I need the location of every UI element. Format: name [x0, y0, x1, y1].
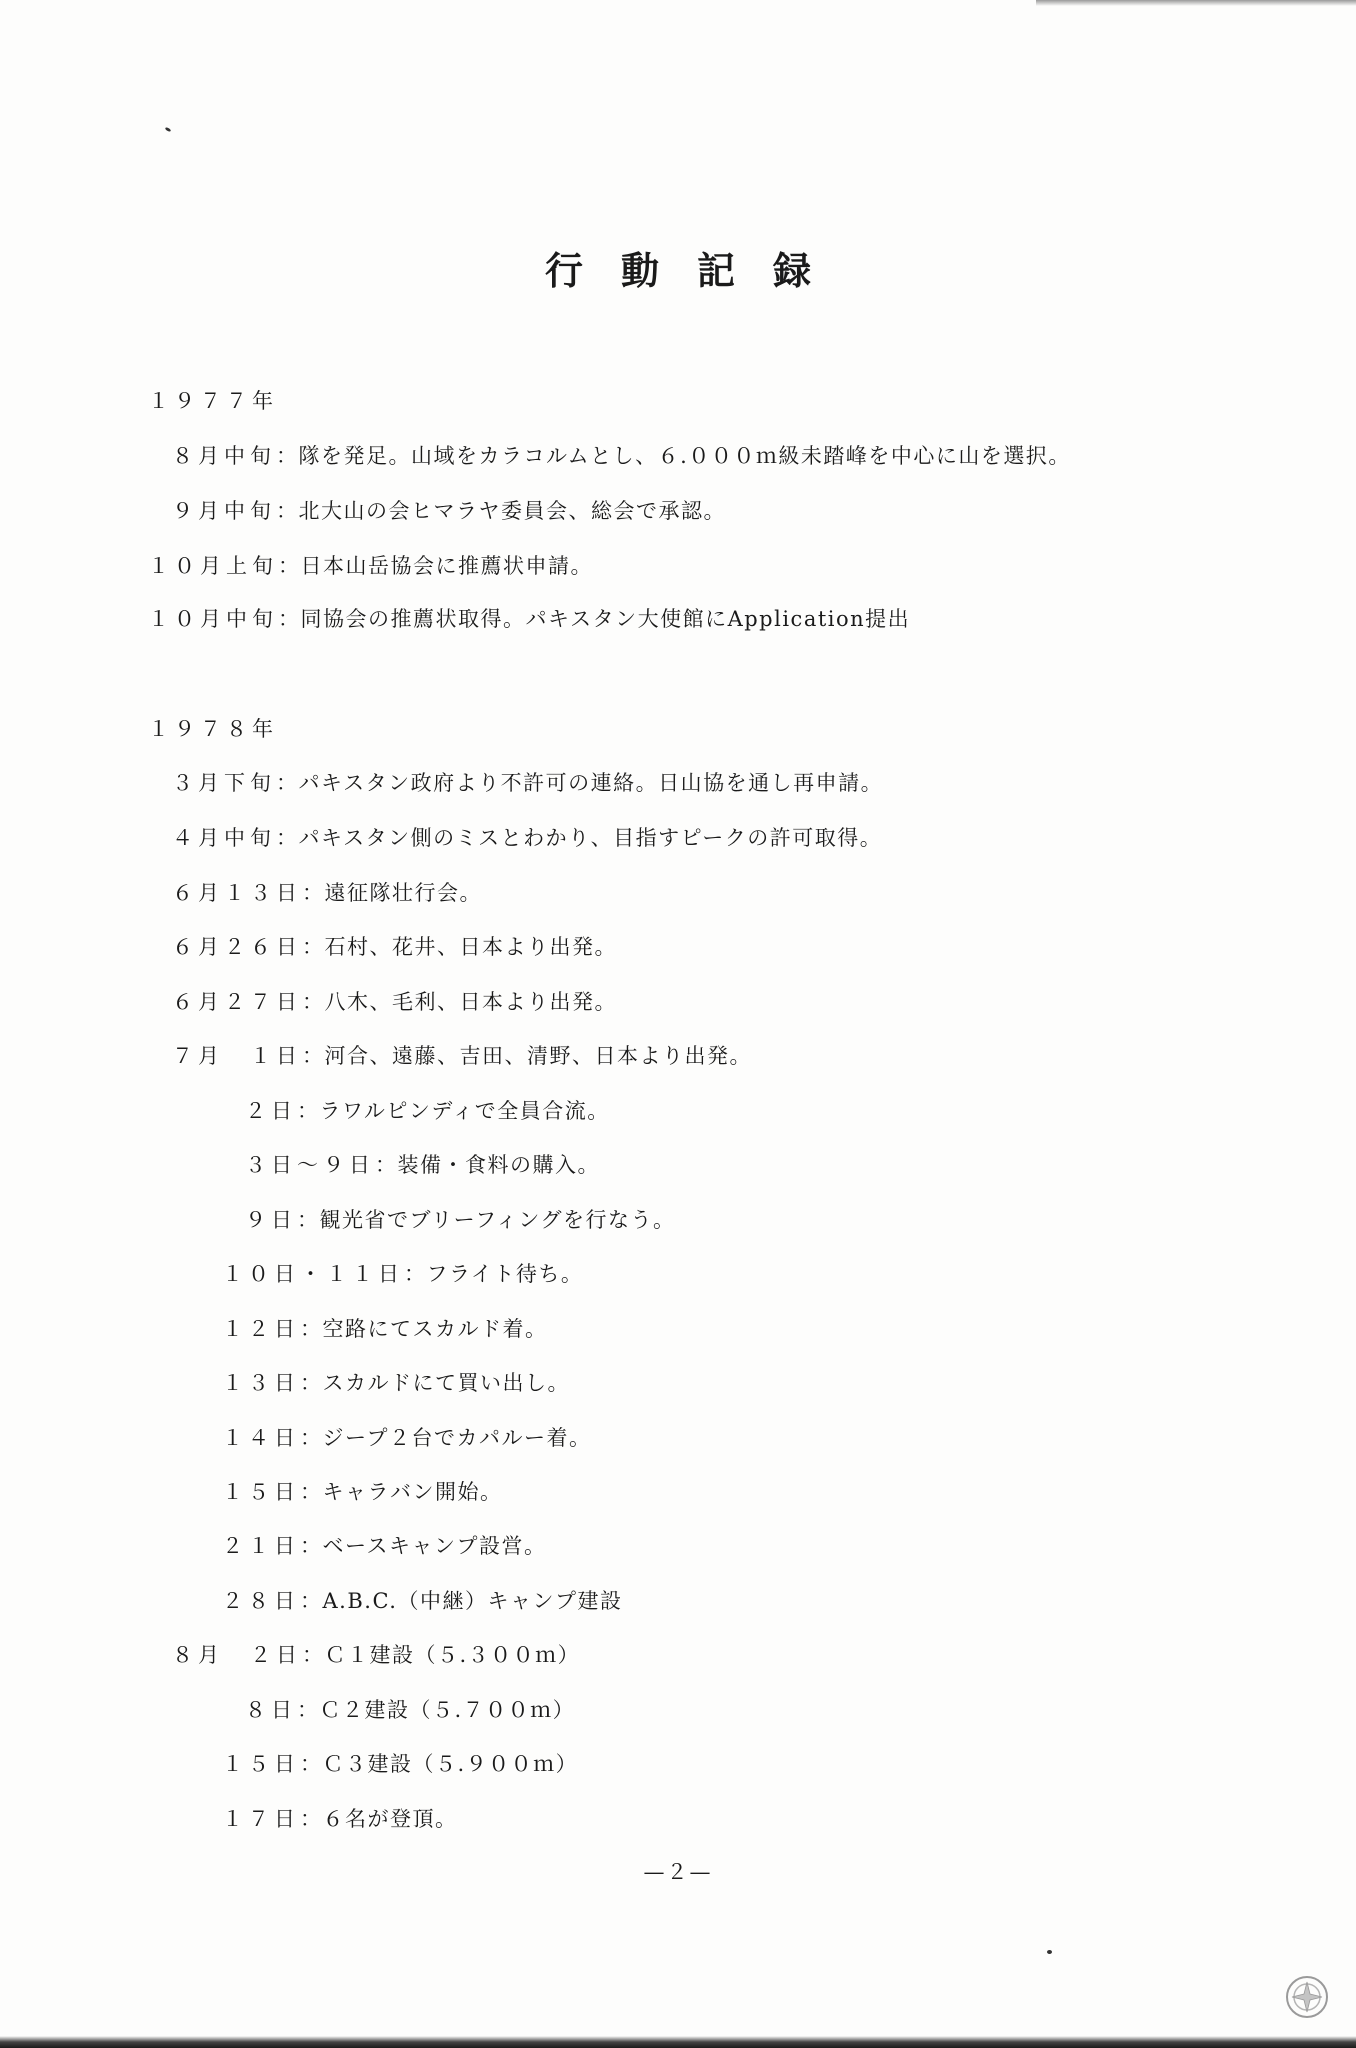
entry-separator: ： — [302, 881, 325, 905]
entry-separator: ： — [300, 1426, 323, 1450]
entry-date: １７日 — [222, 1807, 300, 1831]
entry-date: ８月中旬 — [172, 444, 276, 468]
year-heading-1978: １９７８年 — [148, 717, 278, 741]
entry-separator: ： — [302, 1044, 325, 1068]
entry-separator: ： — [276, 826, 299, 850]
entry-text: A.B.C.（中継）キャンプ建設 — [322, 1589, 623, 1613]
entry-text: 装備・食料の購入。 — [397, 1153, 600, 1177]
entry-date: ７月 １日 — [172, 1044, 302, 1068]
entry-text: Ｃ１建設（５.３００ｍ） — [324, 1643, 581, 1667]
entry-text: ラワルピンディで全員合流。 — [319, 1099, 610, 1123]
entry-separator: ： — [297, 1698, 320, 1722]
scan-bottom-edge — [0, 2036, 1356, 2048]
entry-date: １２日 — [222, 1317, 300, 1341]
entry-text: 石村、花井、日本より出発。 — [324, 935, 617, 959]
entry-1978-15 — [222, 1530, 546, 1560]
entry-1978-7 — [245, 1095, 610, 1125]
entry-1978-12 — [222, 1367, 570, 1397]
entry-date: ３月下旬 — [172, 771, 276, 795]
entry-date: １５日 — [222, 1480, 300, 1504]
scan-speck — [165, 127, 172, 133]
entry-separator: ： — [300, 1480, 323, 1504]
entry-date: ２８日 — [222, 1589, 300, 1613]
entry-text: 観光省でブリーフィングを行なう。 — [319, 1208, 676, 1232]
entry-1978-17 — [172, 1639, 580, 1669]
entry-date: ８日 — [245, 1698, 297, 1722]
entry-separator: ： — [302, 935, 325, 959]
entry-1978-5 — [172, 986, 617, 1016]
entry-text: 日本山岳協会に推薦状申請。 — [300, 554, 593, 578]
entry-text: 北大山の会ヒマラヤ委員会、総会で承認。 — [298, 499, 726, 523]
entry-separator: ： — [404, 1262, 427, 1286]
entry-1977-4 — [148, 603, 910, 633]
entry-date: ６月２６日 — [172, 935, 302, 959]
entry-separator: ： — [276, 771, 299, 795]
entry-separator: ： — [276, 444, 299, 468]
entry-1977-1 — [172, 440, 1071, 470]
entry-date: ８月 ２日 — [172, 1643, 302, 1667]
entry-1978-8 — [245, 1149, 600, 1179]
entry-text: 遠征隊壮行会。 — [324, 881, 482, 905]
entry-text: フライト待ち。 — [426, 1262, 584, 1286]
entry-text: 同協会の推薦状取得。パキスタン大使館にApplication提出 — [300, 607, 911, 631]
entry-1978-16 — [222, 1585, 622, 1615]
page-title: 行動記録 — [544, 248, 849, 294]
entry-1978-13 — [222, 1422, 591, 1452]
entry-separator: ： — [302, 990, 325, 1014]
entry-1978-6 — [172, 1040, 752, 1070]
entry-separator: ： — [300, 1752, 323, 1776]
entry-date: ９日 — [245, 1208, 297, 1232]
entry-1978-9 — [245, 1204, 676, 1234]
entry-date: １５日 — [222, 1752, 300, 1776]
entry-date: ６月２７日 — [172, 990, 302, 1014]
entry-text: 空路にてスカルド着。 — [322, 1317, 548, 1341]
entry-separator: ： — [300, 1317, 323, 1341]
entry-date: ９月中旬 — [172, 499, 276, 523]
entry-1978-2 — [172, 822, 882, 852]
entry-text: パキスタン政府より不許可の連絡。日山協を通し再申請。 — [298, 771, 884, 795]
entry-separator: ： — [302, 1643, 325, 1667]
entry-text: 河合、遠藤、吉田、清野、日本より出発。 — [324, 1044, 752, 1068]
entry-date: １０月上旬 — [148, 554, 278, 578]
entry-separator: ： — [278, 554, 301, 578]
scan-top-edge — [1036, 0, 1356, 6]
entry-text: パキスタン側のミスとわかり、目指すピークの許可取得。 — [298, 826, 883, 850]
entry-separator: ： — [297, 1208, 320, 1232]
entry-text: キャラバン開始。 — [322, 1480, 503, 1504]
year-heading-1977: １９７７年 — [148, 389, 278, 413]
entry-separator: ： — [278, 607, 301, 631]
entry-text: ６名が登頂。 — [322, 1807, 458, 1831]
entry-text: Ｃ３建設（５.９００ｍ） — [322, 1752, 579, 1776]
entry-date: １０月中旬 — [148, 607, 278, 631]
entry-1978-10 — [222, 1258, 583, 1288]
entry-date: ６月１３日 — [172, 881, 302, 905]
library-seal-icon — [1284, 1974, 1330, 2020]
entry-text: スカルドにて買い出し。 — [322, 1371, 570, 1395]
entry-date: ２日 — [245, 1099, 297, 1123]
entry-1977-3 — [148, 550, 593, 580]
entry-1977-2 — [172, 495, 726, 525]
page-number: —２— — [643, 1860, 713, 1884]
entry-1978-14 — [222, 1476, 503, 1506]
entry-date: ３日〜９日 — [245, 1153, 375, 1177]
scan-speck — [1047, 1950, 1052, 1954]
entry-date: １０日・１１日 — [222, 1262, 404, 1286]
entry-date: １３日 — [222, 1371, 300, 1395]
entry-separator: ： — [297, 1099, 320, 1123]
entry-date: １４日 — [222, 1426, 300, 1450]
entry-separator: ： — [300, 1534, 323, 1558]
entry-separator: ： — [276, 499, 299, 523]
entry-date: ２１日 — [222, 1534, 300, 1558]
entry-1978-4 — [172, 931, 617, 961]
entry-1978-11 — [222, 1313, 548, 1343]
entry-date: ４月中旬 — [172, 826, 276, 850]
entry-separator: ： — [300, 1589, 323, 1613]
entry-1978-1 — [172, 767, 883, 797]
entry-text: ジープ２台でカパルー着。 — [322, 1426, 592, 1450]
entry-text: Ｃ２建設（５.７００ｍ） — [319, 1698, 576, 1722]
entry-text: ベースキャンプ設営。 — [322, 1534, 547, 1558]
entry-1978-3 — [172, 877, 482, 907]
entry-text: 隊を発足。山域をカラコルムとし、６.０００ｍ級未踏峰を中心に山を選択。 — [298, 444, 1071, 468]
entry-1978-19 — [222, 1748, 578, 1778]
entry-separator: ： — [375, 1153, 398, 1177]
entry-separator: ： — [300, 1371, 323, 1395]
entry-text: 八木、毛利、日本より出発。 — [324, 990, 617, 1014]
entry-1978-20 — [222, 1803, 458, 1833]
entry-separator: ： — [300, 1807, 323, 1831]
entry-1978-18 — [245, 1694, 575, 1724]
